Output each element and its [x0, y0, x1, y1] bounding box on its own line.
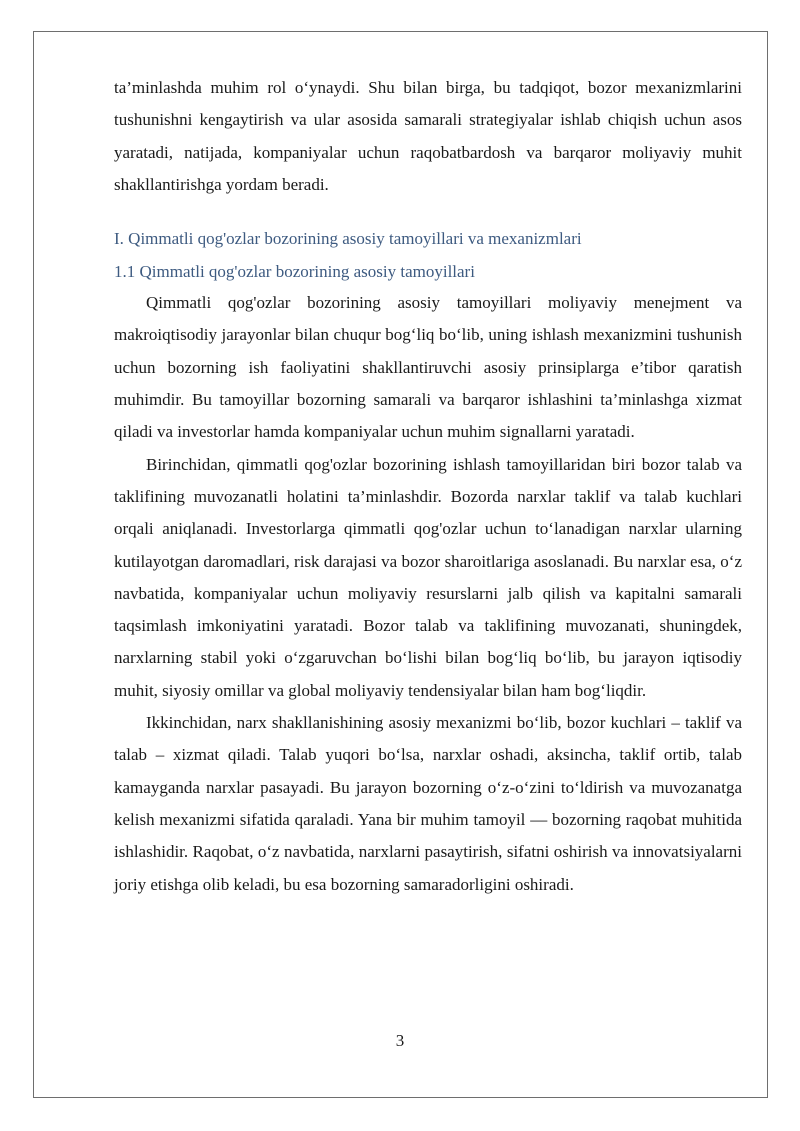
subsection-heading: 1.1 Qimmatli qog'ozlar bozorining asosiy tamoyillari	[114, 262, 475, 282]
page-number: 3	[395, 1031, 405, 1050]
body-paragraph-2: Birinchidan, qimmatli qog'ozlar bozorining ishlash tamoyillaridan biri bozor talab va taklifining muvozanatli holatini ta’minlashdir. Bozorda narxlar taklif va talab kuchlari orqali aniqlanadi. Investorlarga qimmatli qog'ozlar uchun to‘lanadigan narxlar ularning kutilayotgan daromadlari, risk darajasi va bozor sharoitlariga asoslanadi. Bu narxlar esa, o‘z navbatida, kompaniyalar uchun moliyaviy resurslarni jalb qilish va kapitalni samarali taqsimlash imkoniyatini yaratadi. Bozor talab va taklifining muvozanati, shuningdek, narxlarning stabil yoki o‘zgaruvchan bo‘lishi bilan bog‘liq bo‘lib, bu jarayon iqtisodiy muhit, siyosiy omillar va global moliyaviy tendensiyalar bilan ham bog‘liqdir.	[114, 454, 742, 700]
page-content	[114, 72, 742, 901]
section-heading: I. Qimmatli qog'ozlar bozorining asosiy tamoyillari va mexanizmlari	[114, 229, 582, 249]
body-paragraph-3: Ikkinchidan, narx shakllanishining asosiy mexanizmi bo‘lib, bozor kuchlari – taklif va talab – xizmat qiladi. Talab yuqori bo‘lsa, narxlar oshadi, aksincha, taklif ortib, talab kamayganda narxlar pasayadi. Bu jarayon bozorning o‘z-o‘zini to‘ldirish va muvozanatga kelish mexanizmi sifatida qaraladi. Yana bir muhim tamoyil — bozorning raqobat muhitida ishlashidir. Raqobat, o‘z navbatida, narxlarni pasaytirish, sifatni oshirish va innovatsiyalarni joriy etishga olib keladi, bu esa bozorning samaradorligini oshiradi.	[114, 713, 742, 894]
body-paragraph-1: Qimmatli qog'ozlar bozorining asosiy tamoyillari moliyaviy menejment va makroiqtisodiy jarayonlar bilan chuqur bog‘liq bo‘lib, uning ishlash mexanizmini tushunish uchun bozorning ish faoliyatini shakllantiruvchi asosiy prinsiplarga e’tibor qaratish muhimdir. Bu tamoyillar bozorning samarali va barqaror ishlashini ta’minlashga xizmat qiladi va investorlar hamda kompaniyalar uchun muhim signallarni yaratadi.	[114, 293, 742, 442]
intro-paragraph: ta’minlashda muhim rol o‘ynaydi. Shu bilan birga, bu tadqiqot, bozor mexanizmlarini tushunishni kengaytirish va ular asosida samarali strategiyalar ishlab chiqish uchun asos yaratadi, natijada, kompaniyalar uchun raqobatbardosh va barqaror moliyaviy muhit shakllantirishga yordam beradi.	[114, 78, 742, 194]
